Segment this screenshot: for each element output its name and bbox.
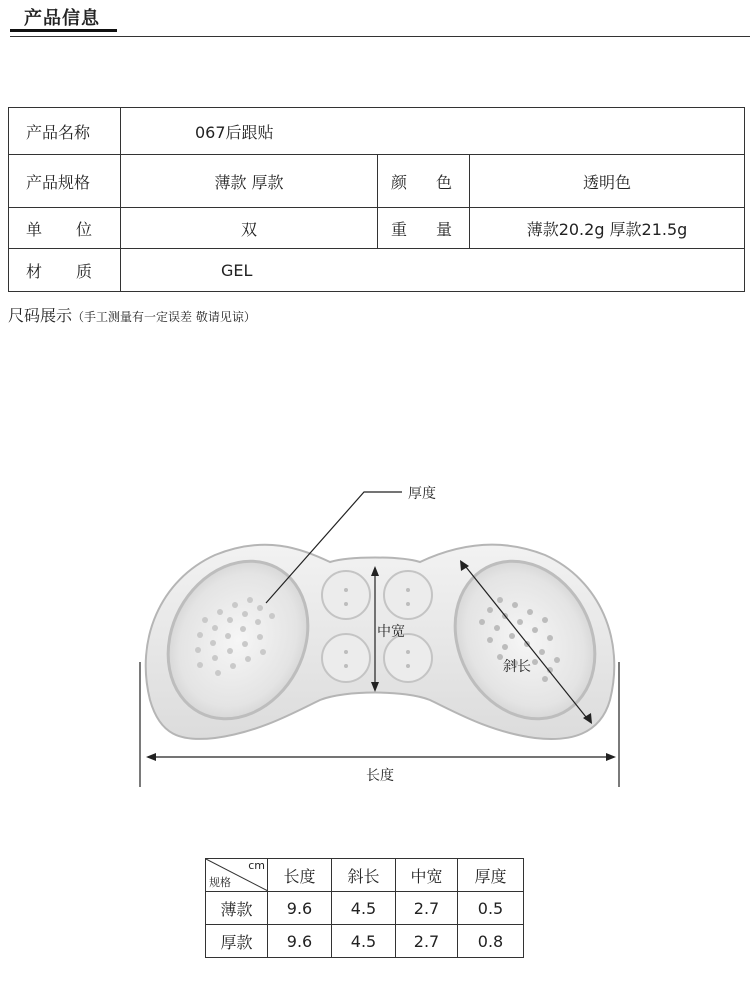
cell-diagonal: 4.5 (332, 892, 396, 925)
info-row-name (9, 108, 745, 155)
title-underline (10, 29, 117, 32)
cell-mid-width: 2.7 (396, 892, 458, 925)
color-label (378, 155, 470, 208)
title-divider (10, 36, 750, 37)
spec-label: 产品规格 (9, 155, 121, 208)
weight-label-char-1: 重 (391, 219, 408, 239)
weight-value: 薄款20.2g 厚款21.5g (470, 208, 745, 249)
material-label-char-2: 质 (75, 261, 92, 281)
header-mid-width: 中宽 (396, 859, 458, 892)
weight-label-char-2: 量 (435, 219, 452, 239)
material-label (9, 249, 121, 292)
row-name: 厚款 (206, 925, 268, 958)
info-row-material (9, 249, 745, 292)
thickness-label: 厚度 (408, 486, 436, 502)
section-title: 产品信息 (24, 8, 100, 29)
info-row-spec (9, 155, 745, 208)
header-thickness: 厚度 (458, 859, 524, 892)
size-heading-text: 尺码展示 (8, 306, 73, 325)
cell-mid-width: 2.7 (396, 925, 458, 958)
header-diagonal: 斜长 (332, 859, 396, 892)
unit-label (9, 208, 121, 249)
weight-label (378, 208, 470, 249)
color-value: 透明色 (470, 155, 745, 208)
heel-pad-photo (141, 537, 622, 744)
cell-length: 9.6 (268, 925, 332, 958)
color-label-char-1: 颜 (391, 172, 408, 192)
unit-value: 双 (121, 208, 378, 249)
size-table-corner (206, 859, 268, 892)
unit-label-char-2: 位 (75, 219, 92, 239)
name-label: 产品名称 (9, 108, 121, 155)
size-display-heading (8, 303, 256, 326)
cell-thickness: 0.5 (458, 892, 524, 925)
material-label-char-1: 材 (26, 261, 43, 281)
heel-pad-diagram (0, 470, 750, 800)
row-name: 薄款 (206, 892, 268, 925)
corner-spec: 规格 (209, 876, 231, 889)
diagonal-label: 斜长 (503, 659, 531, 675)
cell-diagonal: 4.5 (332, 925, 396, 958)
header-length: 长度 (268, 859, 332, 892)
corner-unit: cm (248, 859, 265, 872)
info-row-unit (9, 208, 745, 249)
cell-thickness: 0.8 (458, 925, 524, 958)
material-value: GEL (121, 249, 745, 292)
length-label: 长度 (366, 768, 394, 784)
cell-length: 9.6 (268, 892, 332, 925)
name-value: 067后跟贴 (121, 108, 745, 155)
product-info-table (8, 107, 745, 292)
table-row (206, 892, 524, 925)
unit-label-char-1: 单 (26, 219, 43, 239)
size-table-header (206, 859, 524, 892)
spec-value: 薄款 厚款 (121, 155, 378, 208)
size-table (205, 858, 524, 958)
table-row (206, 925, 524, 958)
mid-width-label: 中宽 (377, 624, 405, 640)
color-label-char-2: 色 (435, 172, 452, 192)
measurement-note: （手工测量有一定误差 敬请见谅） (72, 310, 256, 324)
